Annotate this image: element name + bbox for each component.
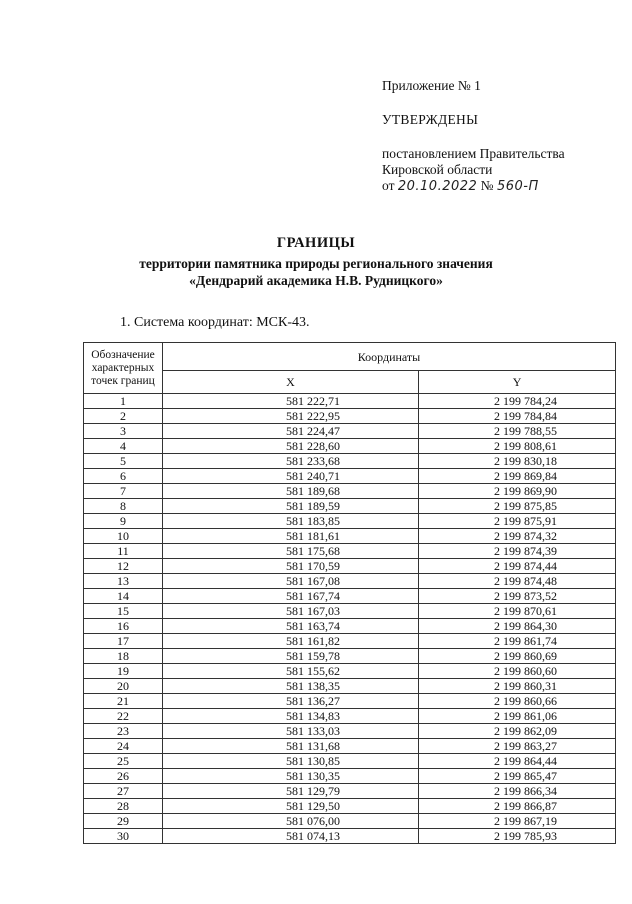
y-coordinate-cell: 2 199 788,55: [419, 424, 616, 439]
y-coordinate-cell: 2 199 869,84: [419, 469, 616, 484]
y-coordinate-cell: 2 199 808,61: [419, 439, 616, 454]
point-number-cell: 5: [84, 454, 163, 469]
title-line-1: ГРАНИЦЫ: [276, 235, 356, 251]
handwritten-date: 20.10.2022: [397, 179, 478, 194]
x-coordinate-cell: 581 175,68: [162, 544, 418, 559]
x-coordinate-cell: 581 130,35: [162, 769, 418, 784]
point-number-cell: 10: [84, 529, 163, 544]
decree-line-2: Кировской области: [382, 162, 493, 177]
y-coordinate-cell: 2 199 862,09: [419, 724, 616, 739]
header-y: Y: [419, 371, 616, 394]
number-prefix: №: [480, 178, 494, 193]
date-prefix: от: [382, 178, 395, 193]
point-number-cell: 29: [84, 814, 163, 829]
x-coordinate-cell: 581 163,74: [162, 619, 418, 634]
y-coordinate-cell: 2 199 865,47: [419, 769, 616, 784]
point-number-cell: 22: [84, 709, 163, 724]
point-number-cell: 17: [84, 634, 163, 649]
handwritten-number: 560-П: [496, 179, 539, 194]
appendix-label: Приложение № 1: [382, 78, 481, 93]
table-row: [84, 709, 616, 724]
y-coordinate-cell: 2 199 874,39: [419, 544, 616, 559]
point-number-cell: 24: [84, 739, 163, 754]
x-coordinate-cell: 581 159,78: [162, 649, 418, 664]
title-line-2: территории памятника природы регионального значения: [139, 256, 493, 271]
title-line-3: «Дендрарий академика Н.В. Рудницкого»: [189, 273, 443, 288]
coordinate-system-line: 1. Система координат: МСК-43.: [120, 315, 310, 330]
point-number-cell: 6: [84, 469, 163, 484]
y-coordinate-cell: 2 199 874,44: [419, 559, 616, 574]
table-row: [84, 694, 616, 709]
x-coordinate-cell: 581 181,61: [162, 529, 418, 544]
table-row: [84, 799, 616, 814]
table-row: [84, 724, 616, 739]
x-coordinate-cell: 581 134,83: [162, 709, 418, 724]
point-number-cell: 30: [84, 829, 163, 844]
point-number-cell: 26: [84, 769, 163, 784]
table-row: [84, 619, 616, 634]
x-coordinate-cell: 581 131,68: [162, 739, 418, 754]
table-row: [84, 649, 616, 664]
table-row: [84, 589, 616, 604]
y-coordinate-cell: 2 199 867,19: [419, 814, 616, 829]
y-coordinate-cell: 2 199 784,84: [419, 409, 616, 424]
table-row: [84, 499, 616, 514]
y-coordinate-cell: 2 199 861,74: [419, 634, 616, 649]
x-coordinate-cell: 581 222,95: [162, 409, 418, 424]
table-row: [84, 604, 616, 619]
header-point-designation: Обозначение характерных точек границ: [84, 343, 163, 394]
x-coordinate-cell: 581 076,00: [162, 814, 418, 829]
point-number-cell: 12: [84, 559, 163, 574]
table-row: [84, 829, 616, 844]
point-number-cell: 7: [84, 484, 163, 499]
table-row: [84, 634, 616, 649]
x-coordinate-cell: 581 138,35: [162, 679, 418, 694]
x-coordinate-cell: 581 228,60: [162, 439, 418, 454]
point-number-cell: 13: [84, 574, 163, 589]
y-coordinate-cell: 2 199 863,27: [419, 739, 616, 754]
y-coordinate-cell: 2 199 870,61: [419, 604, 616, 619]
table-row: [84, 574, 616, 589]
y-coordinate-cell: 2 199 875,91: [419, 514, 616, 529]
decree-line-1: постановлением Правительства: [382, 146, 565, 161]
table-row: [84, 814, 616, 829]
table-row: [84, 754, 616, 769]
y-coordinate-cell: 2 199 866,34: [419, 784, 616, 799]
document-title: [0, 235, 632, 289]
x-coordinate-cell: 581 222,71: [162, 394, 418, 409]
table-row: [84, 544, 616, 559]
x-coordinate-cell: 581 170,59: [162, 559, 418, 574]
point-number-cell: 8: [84, 499, 163, 514]
x-coordinate-cell: 581 129,50: [162, 799, 418, 814]
table-row: [84, 784, 616, 799]
point-number-cell: 9: [84, 514, 163, 529]
point-number-cell: 20: [84, 679, 163, 694]
x-coordinate-cell: 581 167,08: [162, 574, 418, 589]
table-row: [84, 469, 616, 484]
y-coordinate-cell: 2 199 864,44: [419, 754, 616, 769]
point-number-cell: 1: [84, 394, 163, 409]
point-number-cell: 19: [84, 664, 163, 679]
x-coordinate-cell: 581 074,13: [162, 829, 418, 844]
table-row: [84, 409, 616, 424]
table-row: [84, 739, 616, 754]
x-coordinate-cell: 581 183,85: [162, 514, 418, 529]
x-coordinate-cell: 581 161,82: [162, 634, 418, 649]
point-number-cell: 28: [84, 799, 163, 814]
y-coordinate-cell: 2 199 785,93: [419, 829, 616, 844]
point-number-cell: 11: [84, 544, 163, 559]
point-number-cell: 15: [84, 604, 163, 619]
x-coordinate-cell: 581 167,03: [162, 604, 418, 619]
y-coordinate-cell: 2 199 830,18: [419, 454, 616, 469]
table-row: [84, 514, 616, 529]
x-coordinate-cell: 581 133,03: [162, 724, 418, 739]
x-coordinate-cell: 581 129,79: [162, 784, 418, 799]
x-coordinate-cell: 581 240,71: [162, 469, 418, 484]
y-coordinate-cell: 2 199 860,31: [419, 679, 616, 694]
x-coordinate-cell: 581 224,47: [162, 424, 418, 439]
point-number-cell: 3: [84, 424, 163, 439]
y-coordinate-cell: 2 199 873,52: [419, 589, 616, 604]
table-row: [84, 559, 616, 574]
y-coordinate-cell: 2 199 784,24: [419, 394, 616, 409]
point-number-cell: 14: [84, 589, 163, 604]
y-coordinate-cell: 2 199 874,48: [419, 574, 616, 589]
coordinates-table: [83, 342, 616, 844]
header-x: X: [162, 371, 418, 394]
approved-label: УТВЕРЖДЕНЫ: [382, 112, 479, 127]
x-coordinate-cell: 581 130,85: [162, 754, 418, 769]
table-row: [84, 679, 616, 694]
table-row: [84, 664, 616, 679]
table-row: [84, 484, 616, 499]
table-row: [84, 424, 616, 439]
approval-block: [382, 78, 622, 195]
point-number-cell: 23: [84, 724, 163, 739]
point-number-cell: 18: [84, 649, 163, 664]
point-number-cell: 27: [84, 784, 163, 799]
table-row: [84, 439, 616, 454]
x-coordinate-cell: 581 136,27: [162, 694, 418, 709]
point-number-cell: 16: [84, 619, 163, 634]
table-row: [84, 394, 616, 409]
y-coordinate-cell: 2 199 860,69: [419, 649, 616, 664]
point-number-cell: 4: [84, 439, 163, 454]
decree-date-line: [382, 178, 622, 195]
header-coordinates: Координаты: [162, 343, 615, 371]
point-number-cell: 25: [84, 754, 163, 769]
point-number-cell: 21: [84, 694, 163, 709]
point-number-cell: 2: [84, 409, 163, 424]
x-coordinate-cell: 581 155,62: [162, 664, 418, 679]
x-coordinate-cell: 581 189,68: [162, 484, 418, 499]
x-coordinate-cell: 581 167,74: [162, 589, 418, 604]
x-coordinate-cell: 581 233,68: [162, 454, 418, 469]
y-coordinate-cell: 2 199 869,90: [419, 484, 616, 499]
y-coordinate-cell: 2 199 875,85: [419, 499, 616, 514]
y-coordinate-cell: 2 199 874,32: [419, 529, 616, 544]
y-coordinate-cell: 2 199 860,60: [419, 664, 616, 679]
y-coordinate-cell: 2 199 864,30: [419, 619, 616, 634]
table-row: [84, 529, 616, 544]
y-coordinate-cell: 2 199 861,06: [419, 709, 616, 724]
table-row: [84, 769, 616, 784]
y-coordinate-cell: 2 199 860,66: [419, 694, 616, 709]
x-coordinate-cell: 581 189,59: [162, 499, 418, 514]
y-coordinate-cell: 2 199 866,87: [419, 799, 616, 814]
table-row: [84, 454, 616, 469]
